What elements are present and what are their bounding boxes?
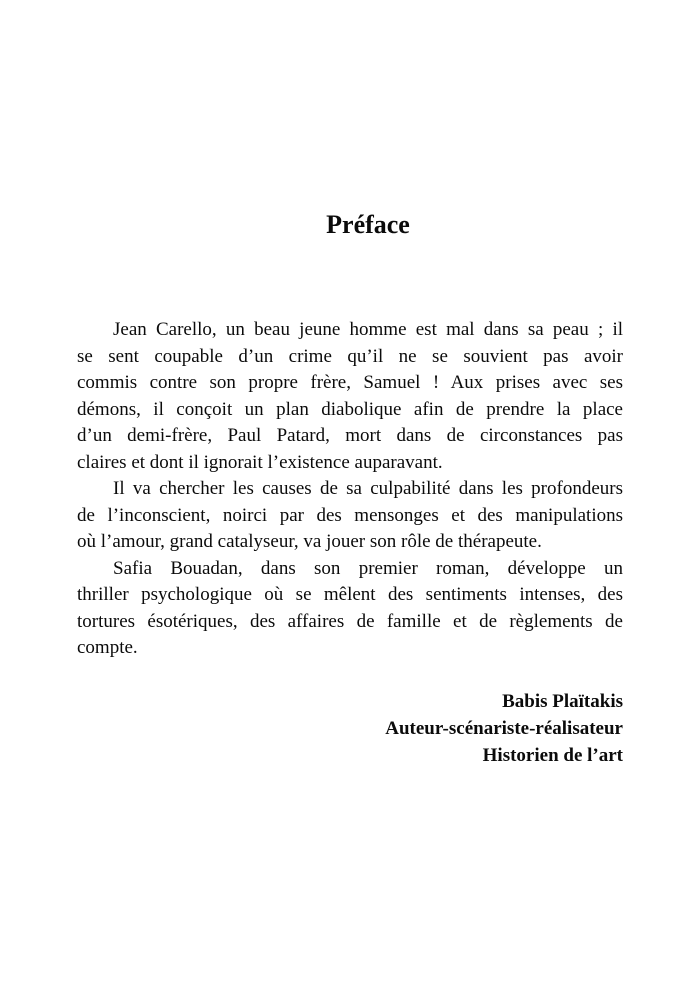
author-role-line-2: Historien de l’art — [482, 744, 623, 766]
author-name: Babis Plaïtakis — [502, 690, 623, 712]
paragraph-2 — [77, 476, 623, 556]
text-line: Jean Carello, un beau jeune homme est mal dans sa peau ; il — [113, 319, 623, 340]
text-line: Il va chercher les causes de sa culpabilité dans les profondeurs — [113, 478, 623, 499]
text-line: tortures ésotériques, des affaires de famille et de règlements de — [77, 610, 623, 632]
text-line: où l’amour, grand catalyseur, va jouer son rôle de thérapeute. — [77, 531, 542, 552]
author-role-line-1: Auteur-scénariste-réalisateur — [385, 717, 623, 739]
preface-title: Préface — [326, 210, 410, 239]
text-line: démons, il conçoit un plan diabolique afin de prendre la place — [77, 398, 623, 420]
text-line: se sent coupable d’un crime qu’il ne se souvient pas avoir — [77, 345, 623, 367]
text-line: Safia Bouadan, dans son premier roman, développe un — [113, 557, 623, 579]
text-line: d’un demi-frère, Paul Patard, mort dans de circonstances pas — [77, 425, 623, 446]
text-line: claires et dont il ignorait l’existence auparavant. — [77, 451, 443, 473]
text-line: commis contre son propre frère, Samuel ! Aux prises avec ses — [77, 372, 623, 393]
author-signature-block — [77, 688, 623, 769]
text-line: de l’inconscient, noirci par des mensonges et des manipulations — [77, 504, 623, 526]
preface-body — [77, 317, 623, 662]
paragraph-3 — [77, 556, 623, 662]
text-line: compte. — [77, 637, 138, 658]
text-line: thriller psychologique où se mêlent des sentiments intenses, des — [77, 584, 623, 605]
paragraph-1 — [77, 317, 623, 476]
